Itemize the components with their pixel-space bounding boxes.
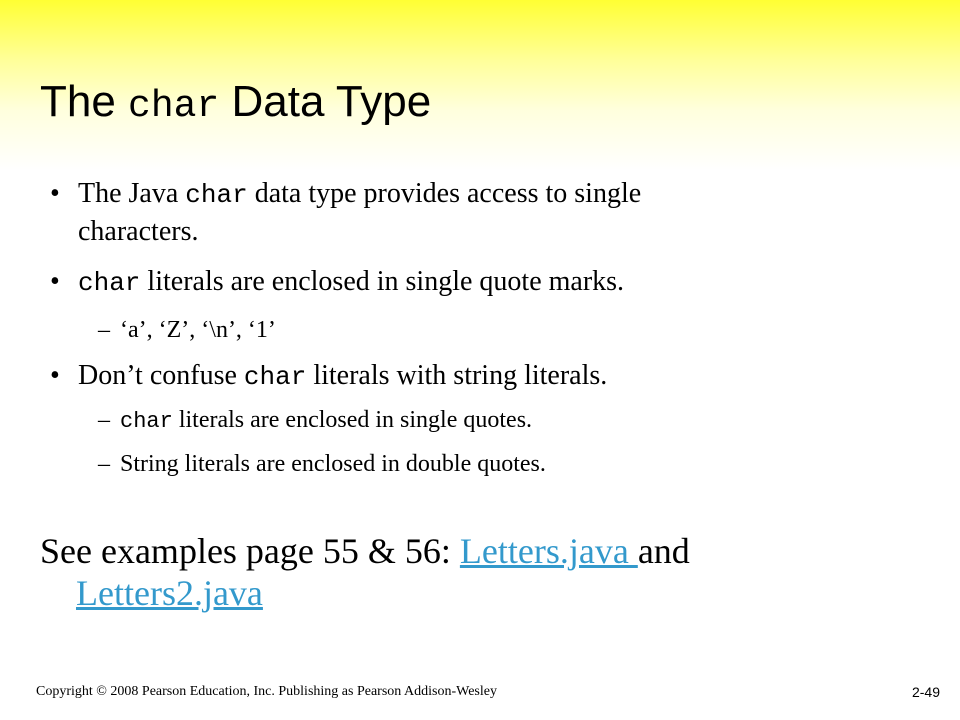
title-suffix: Data Type [219,77,432,126]
bullet-1-code: char [185,180,248,210]
title-prefix: The [40,77,129,126]
bullet-1-text-before: The Java [78,178,186,209]
bullet-1-marker: • [50,178,60,209]
bullet-2-marker: • [50,266,60,297]
bullet-3-code: char [243,362,307,392]
slide-number: 2-49 [911,684,940,700]
bullet-3-line [78,358,607,395]
bullet-2-sub-1-text: ‘a’, ‘Z’, ‘\n’, ‘1’ [120,317,276,343]
bullet-3-sub-1-line [120,404,532,438]
see-examples [40,530,690,614]
see-examples-line-2 [40,572,690,614]
bullet-1-line-2: characters. [78,216,199,247]
see-examples-and: and [637,531,690,571]
bullet-3-text-before: Don’t confuse [78,360,244,391]
bullet-3-sub-1-text-after: literals are enclosed in single quotes. [172,407,533,433]
see-examples-line-1 [40,530,690,572]
letters-java-link[interactable]: Letters.java [459,531,638,571]
bullet-2-text-after: literals are enclosed in single quote marks. [140,266,625,297]
title-code: char [128,85,220,128]
see-examples-text: See examples page 55 & 56: [40,531,460,571]
bullet-3-sub-2-marker: – [98,451,110,477]
bullet-2-line [78,264,624,301]
bullet-3-sub-2-text: String literals are enclosed in double quotes. [120,451,546,477]
bullet-3-marker: • [50,360,60,391]
bullet-1-text-after: data type provides access to single [247,178,642,209]
letters2-java-link[interactable]: Letters2.java [76,573,263,613]
bullet-2-sub-1-marker: – [98,317,110,343]
bullet-1-line-1 [78,176,641,213]
copyright-notice: Copyright © 2008 Pearson Education, Inc. Publishing as Pearson Addison-Wesley [36,684,497,699]
bullet-2-code: char [78,268,141,298]
bullet-3-text-after: literals with string literals. [306,360,608,391]
bullet-3-sub-1-marker: – [98,407,110,433]
bullet-3-sub-1-code: char [120,409,173,434]
